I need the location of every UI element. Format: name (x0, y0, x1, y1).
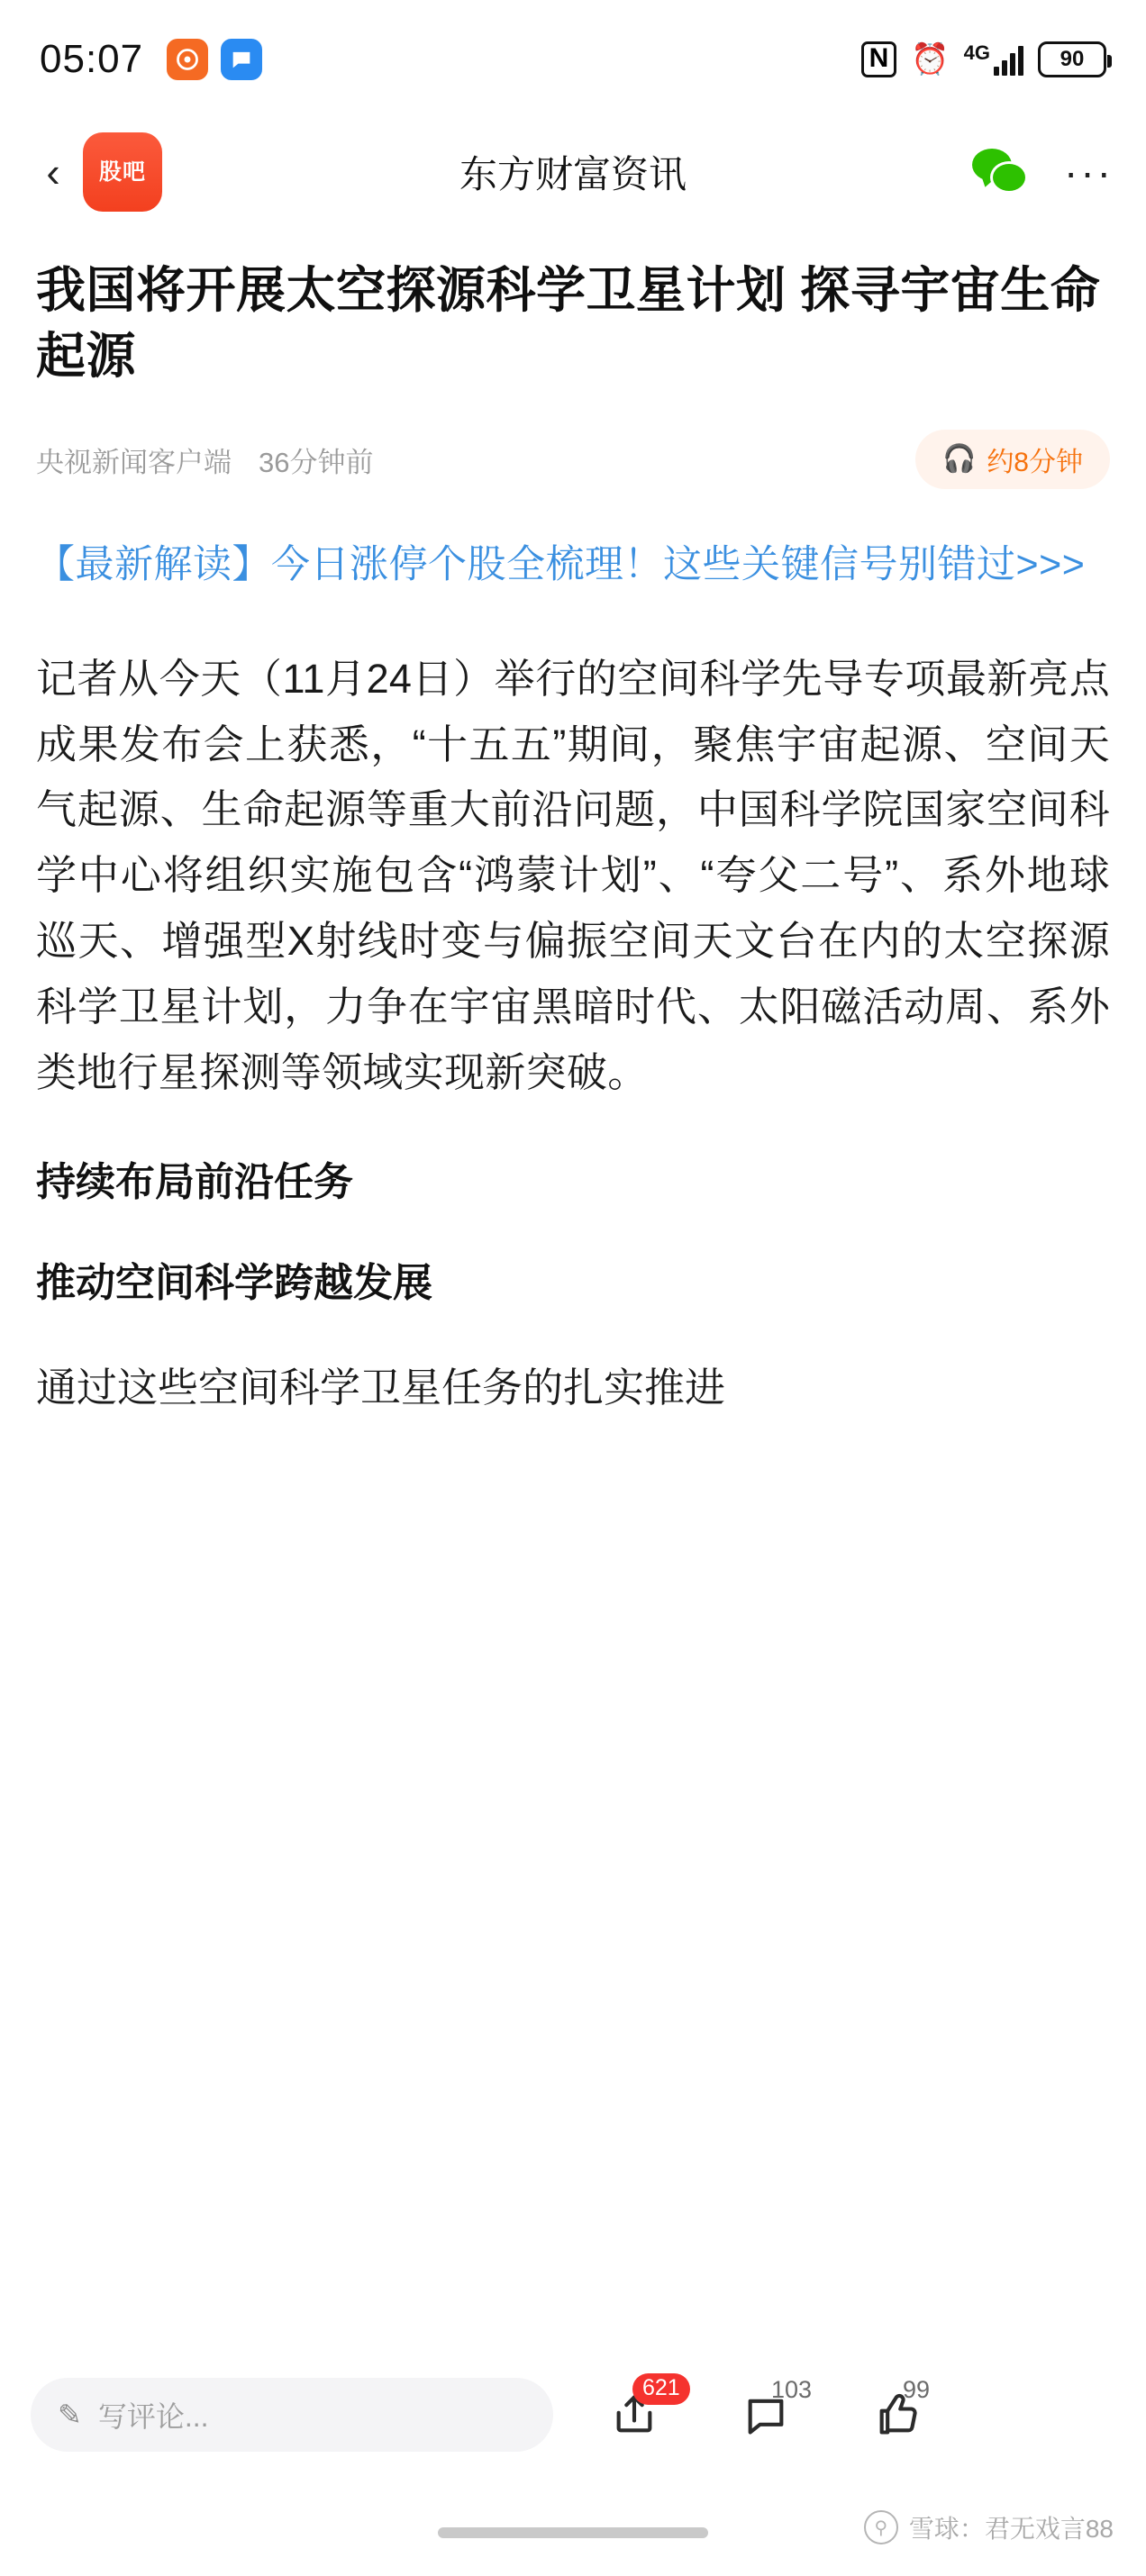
status-time: 05:07 (40, 37, 144, 81)
article-paragraph-1: 记者从今天（11月24日）举行的空间科学先导专项最新亮点成果发布会上获悉，“十五五”期间，聚焦宇宙起源、空间天气起源、生命起源等重大前沿问题，中国科学院国家空间科学中心将组织实施包含“鸿蒙计划”、“夸父二号”、系外地球巡天、增强型X射线时变与偏振空间天文台在内的太空探源科学卫星计划，力争在宇宙黑暗时代、太阳磁活动周、系外类地行星探测等领域实现新突破。 (36, 655, 1110, 1096)
alarm-icon: ⏰ (911, 42, 950, 77)
headphone-icon: 🎧 (941, 444, 977, 475)
comment-count-label: 103 (771, 2376, 813, 2403)
listen-article-button[interactable] (915, 430, 1110, 489)
xueqiu-logo-icon: ⚲ (864, 2510, 898, 2544)
comment-button[interactable] (715, 2370, 816, 2460)
signal-bars-icon (994, 45, 1023, 76)
back-icon[interactable]: ‹ (46, 149, 60, 195)
watermark-label: 雪球：君无戏言88 (908, 2515, 1114, 2543)
status-right-icons (861, 41, 1106, 77)
chat-bubble-icon (229, 47, 254, 72)
battery-icon (1038, 41, 1106, 77)
notification-app-icon-orange (167, 39, 208, 80)
navigation-bar (0, 119, 1146, 225)
content-fade-overlay (0, 2272, 1146, 2353)
watermark (864, 2509, 1114, 2545)
promo-link[interactable]: 【最新解读】今日涨停个股全梳理！这些关键信号别错过>>> (36, 543, 1086, 587)
home-indicator[interactable] (438, 2527, 708, 2538)
article-timestamp: 36分钟前 (259, 446, 374, 478)
notification-app-icon-message (221, 39, 262, 80)
share-count-badge: 621 (632, 2373, 690, 2405)
status-notification-icons (167, 39, 262, 80)
article-meta-row (36, 430, 1110, 489)
like-count-label: 99 (903, 2376, 931, 2403)
nav-actions (972, 149, 1114, 195)
article-headline: 我国将开展太空探源科学卫星计划 探寻宇宙生命起源 (36, 262, 1101, 384)
article-paragraph-2: 通过这些空间科学卫星任务的扎实推进 (36, 1365, 726, 1411)
signal-strength-icon (964, 43, 1023, 76)
status-bar (0, 0, 1146, 119)
comment-input[interactable] (31, 2378, 553, 2452)
battery-level-label: 90 (1060, 47, 1085, 71)
more-options-icon[interactable]: ··· (1064, 148, 1114, 195)
listen-duration-label: 约8分钟 (987, 448, 1083, 478)
like-button[interactable] (847, 2370, 948, 2460)
guba-app-logo[interactable] (83, 132, 162, 212)
share-button[interactable] (584, 2370, 685, 2460)
article-source: 央视新闻客户端 (36, 446, 232, 478)
article-subheading-2: 推动空间科学跨越发展 (36, 1260, 432, 1305)
swirl-icon (175, 47, 200, 72)
network-type-label: 4G (963, 41, 990, 64)
pencil-icon: ✎ (58, 2399, 82, 2431)
article-subheading-1: 持续布局前沿任务 (36, 1159, 353, 1204)
wechat-share-icon[interactable] (972, 149, 1028, 195)
comment-input-placeholder: 写评论... (97, 2400, 209, 2433)
bottom-action-bar (0, 2353, 1146, 2477)
article-content (0, 225, 1146, 1421)
nfc-icon: N (861, 41, 897, 77)
guba-logo-label: 股吧 (98, 159, 146, 185)
page-title: 东方财富资讯 (459, 153, 687, 195)
